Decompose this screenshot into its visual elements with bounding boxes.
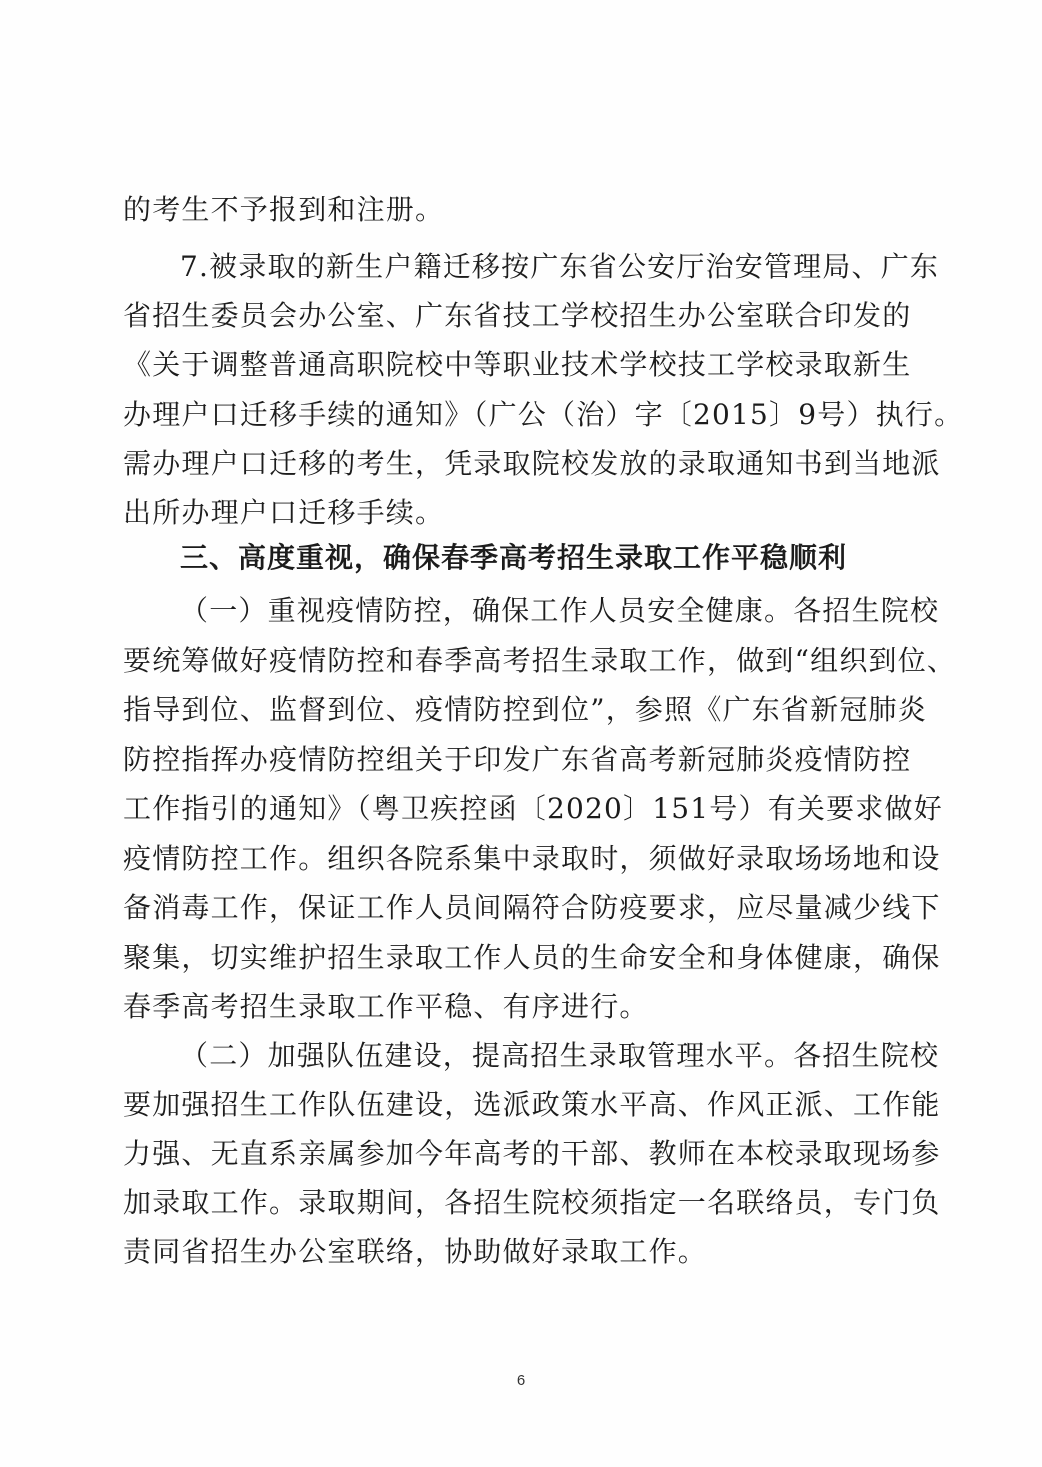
text-line: 责同省招生办公室联络，协助做好录取工作。 <box>123 1235 708 1268</box>
text-line: 《关于调整普通高职院校中等职业技术学校技工学校录取新生 <box>123 348 912 381</box>
section-heading: 三、高度重视，确保春季高考招生录取工作平稳顺利 <box>180 541 848 574</box>
text-line: 省招生委员会办公室、广东省技工学校招生办公室联合印发的 <box>123 299 912 332</box>
text-line: 需办理户口迁移的考生，凭录取院校发放的录取通知书到当地派 <box>123 447 941 480</box>
text-line: 聚集，切实维护招生录取工作人员的生命安全和身体健康，确保 <box>123 941 941 974</box>
text-line: 加录取工作。录取期间，各招生院校须指定一名联络员，专门负 <box>123 1186 941 1219</box>
text-line: 出所办理户口迁移手续。 <box>123 496 445 529</box>
text-line: 防控指挥办疫情防控组关于印发广东省高考新冠肺炎疫情防控 <box>123 743 912 776</box>
text-line: 要加强招生工作队伍建设，选派政策水平高、作风正派、工作能 <box>123 1088 941 1121</box>
text-line: 指导到位、监督到位、疫情防控到位”，参照《广东省新冠肺炎 <box>123 693 927 726</box>
text-line: 力强、无直系亲属参加今年高考的干部、教师在本校录取现场参 <box>123 1137 941 1170</box>
text-line: （一）重视疫情防控，确保工作人员安全健康。各招生院校 <box>180 594 940 627</box>
text-line: 要统筹做好疫情防控和春季高考招生录取工作，做到“组织到位、 <box>123 644 957 677</box>
text-line: 疫情防控工作。组织各院系集中录取时，须做好录取场场地和设 <box>123 842 941 875</box>
page-number: 6 <box>516 1372 526 1389</box>
text-line: 备消毒工作，保证工作人员间隔符合防疫要求，应尽量减少线下 <box>123 891 941 924</box>
text-line: 7.被录取的新生户籍迁移按广东省公安厅治安管理局、广东 <box>180 250 940 283</box>
text-line: （二）加强队伍建设，提高招生录取管理水平。各招生院校 <box>180 1039 940 1072</box>
text-line: 办理户口迁移手续的通知》（广公（治）字〔2015〕9号）执行。 <box>123 398 964 431</box>
text-line: 的考生不予报到和注册。 <box>123 193 445 226</box>
text-line: 春季高考招生录取工作平稳、有序进行。 <box>123 990 649 1023</box>
text-line: 工作指引的通知》（粤卫疾控函〔2020〕151号）有关要求做好 <box>123 792 943 825</box>
